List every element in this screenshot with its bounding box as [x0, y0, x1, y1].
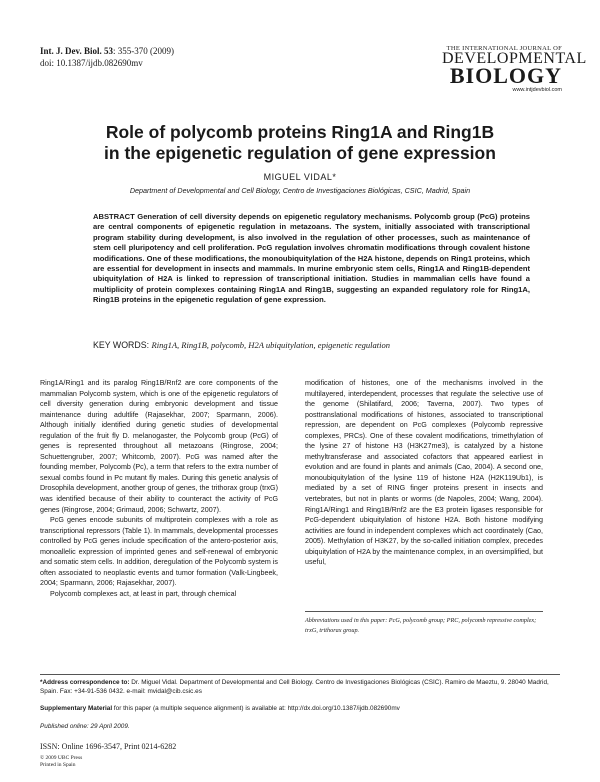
- abbreviations-note: Abbreviations used in this paper: PcG, polycomb group; PRC, polycomb repressive complex; trxG, trithorax group.: [305, 617, 537, 634]
- journal-logo: [442, 45, 587, 93]
- copyright-line: © 2009 UBC Press: [40, 755, 83, 761]
- author: MIGUEL VIDAL*: [263, 172, 337, 182]
- abstract: [93, 212, 530, 306]
- journal-pages: : 355-370 (2009): [113, 46, 175, 56]
- journal-reference: [40, 45, 174, 69]
- correspondence: [40, 678, 560, 696]
- supplementary-label: Supplementary Material: [40, 705, 113, 712]
- abstract-text: Generation of cell diversity depends on epigenetic regulatory mechanisms. Polycomb group (PcG) proteins are central components of epigenetic regulation in metazoans. The system, initially associated with transcriptional program stability during development, is also involved in the regulation of other processes, such as maintenance of stem cell pluripotency and cell proliferation. PcG regulation involves chromatin modifications through covalent histone modifications. One of these modifications, the monoubiquitylation of the H2A histone, depends on Ring1 proteins, which are essential for development in insects and mammals. In murine embryonic stem cells, Ring1A and Ring1B-dependent ubiquitylation of H2A is linked to repression of transcriptional initiation. Studies in mammalian cells have found a multiplicity of protein complexes containing Ring1A and Ring1B, suggesting an expanded regulatory role for Ring1A, Ring1B proteins in the epigenetic regulation of gene expression.: [93, 212, 530, 305]
- title-line-1: Role of polycomb proteins Ring1A and Ring1B: [105, 122, 495, 142]
- divider: [40, 674, 560, 675]
- citation-line: [40, 45, 174, 57]
- keywords-label: KEY WORDS:: [93, 340, 150, 350]
- logo-line1: THE INTERNATIONAL JOURNAL OF: [446, 45, 562, 52]
- affiliation: Department of Developmental and Cell Biology, Centro de Investigaciones Biológicas, CSIC, Madrid, Spain: [129, 186, 471, 195]
- paragraph: Polycomb complexes act, at least in part, through chemical: [50, 589, 237, 598]
- abstract-label: ABSTRACT: [93, 212, 135, 221]
- correspondence-text: Dr. Miguel Vidal. Department of Developmental and Cell Biology. Centro de Investigaciones Biológicas (CSIC). Ramiro de Maeztu, 9. 28040 Madrid, Spain. Fax: +34-91-536 0432. e-mail: mvidal@cib.csic.es: [40, 679, 549, 695]
- copyright: [40, 755, 82, 769]
- published-date: Published online: 29 April 2009.: [40, 723, 130, 730]
- paragraph: modification of histones, one of the mechanisms involved in the multilayered, interdependent, processes that regulate the selective use of the genome (Shilatifard, 2006; Taverna, 2007). Two types of posttranslational modifications of histones, associated to transcriptional repression, are dependent on PcG complexes (Polycomb repressive complexes, PRCs). One of these covalent modifications, trimethylation of the lysine 27 of histone H3 (H3K27me3), is catalyzed by a histone methyltransferase and associated cofactors that appeared earliest in evolution and are found in plants and animals (Cao, 2004). A second one, monoubiquitylation of the lysine 119 of histone H2A (H2K119Ub1), is mediated by a set of RING finger proteins present in insects and vertebrates, but not in plants or worms (de Napoles, 2004; Wang, 2004). Ring1A/Ring1 and Ring1B/Rnf2 are the E3 protein ligases responsible for PcG-dependent ubiquitylation of histone H2A. Both histone modifying activities are found in independent complexes which act coordinately (Cao, 2005). Methylation of H3K27, by the so-called initiation complex, precedes ubiquitylation of H2A by the maintenance complex, in an oversimplified, but useful,: [305, 379, 543, 567]
- issn: ISSN: Online 1696-3547, Print 0214-6282: [40, 742, 177, 751]
- article-title: [40, 122, 560, 164]
- logo-line3: BIOLOGY: [449, 63, 562, 88]
- title-line-2: in the epigenetic regulation of gene expression: [104, 143, 496, 163]
- supplementary-material: [40, 704, 560, 713]
- printed-in: Printed in Spain: [40, 762, 76, 768]
- paragraph: PcG genes encode subunits of multiprotein complexes with a role as transcriptional repressors (Table 1). In mammals, developmental processes controlled by PcG genes include specification of the antero-posterior axis, monoallelic expression of imprinted genes and self-renewal of embryonic and somatic stem cells. In addition, deregulation of the Polycomb system is often associated to neoplastic events and tumor formation (Valk-Lingbeek, 2004; Sparmann, 2006; Rajasekhar, 2007).: [40, 516, 278, 588]
- body-column-right: [305, 378, 543, 568]
- keywords-list: Ring1A, Ring1B, polycomb, H2A ubiquitylation, epigenetic regulation: [151, 340, 390, 350]
- keywords: [93, 340, 530, 350]
- journal-url[interactable]: www.intjdevbiol.com: [512, 87, 562, 93]
- body-column-left: [40, 378, 278, 599]
- journal-volume: 53: [104, 46, 114, 56]
- doi[interactable]: doi: 10.1387/ijdb.082690mv: [40, 58, 143, 68]
- logo-line2: DEVELOPMENTAL: [442, 50, 587, 67]
- journal-abbrev: Int. J. Dev. Biol.: [40, 46, 102, 56]
- correspondence-label: *Address correspondence to:: [40, 679, 130, 686]
- supplementary-text: for this paper (a multiple sequence alignment) is available at: http://dx.doi.org/10.1387/ijdb.082690mv: [113, 705, 400, 712]
- paragraph: Ring1A/Ring1 and its paralog Ring1B/Rnf2 are core components of the mammalian Polycomb system, which is one of the epigenetic regulators of cell diversity generation during embryonic development and tissue maintenance during adultlife (Rajasekhar, 2007; Sparmann, 2006). Although initially identified during genetic studies of developmental regulation of the fruit fly D. melanogaster, the Polycomb group (PcG) of genes is represented throughout all metazoans (Ringrose, 2004; Schuettengruber, 2007; Whitcomb, 2007). PcG was named after the founding member, Polycomb (Pc), a term that refers to the extra number of sexual combs found in Pc mutant fly males. During this genetic analysis of Drosophila development, another group of genes, the trithorax group (trxG) was identified because of their ability to counteract the activity of PcG genes (Ringrose, 2004; Grimaud, 2006; Schwartz, 2007).: [40, 379, 278, 514]
- divider: [305, 611, 543, 612]
